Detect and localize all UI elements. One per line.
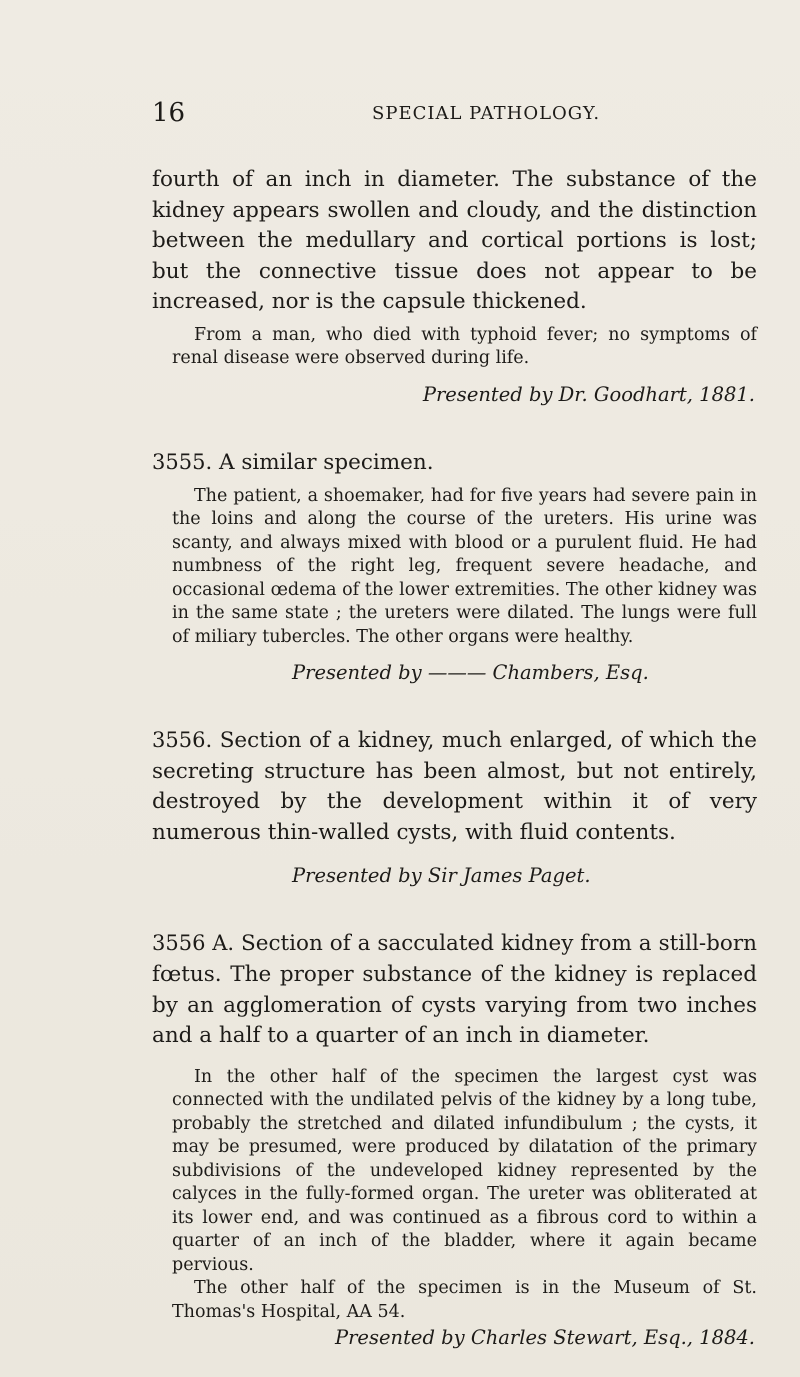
entry-description xyxy=(152,928,757,1051)
page-content xyxy=(152,165,757,1352)
entry-presented-by: Presented by Charles Stewart, Esq., 1884. xyxy=(334,1326,755,1350)
entry-presented-by: Presented by ——— Chambers, Esq. xyxy=(292,661,649,685)
entry-clinical-note: In the other half of the specimen the largest cyst was connected with the undilated pelvis of the kidney by a long tube, probably the stretched and dilated infundibulum ; the cysts, it may be presumed, were produced by dilatation of the primary subdivisions of the undeveloped kidney represented by the calyces in the fully-formed organ. The ureter was obliterated at its lower end, and was continued as a fibrous cord to within a quarter of an inch of the bladder, where it again became pervious. xyxy=(172,1066,757,1275)
entry-3555 xyxy=(152,447,757,687)
entry-presented-by: Presented by Dr. Goodhart, 1881. xyxy=(422,382,755,406)
running-head xyxy=(152,99,752,127)
entry-lead-text: Section of a sacculated kidney from a still-born fœtus. The proper substance of the kidney is replaced by an agglomeration of cysts varying from two inches and a half to a quarter of an inch in diameter. xyxy=(152,931,757,1049)
entry-clinical-note: From a man, who died with typhoid fever; no symptoms of renal disease were observed during life. xyxy=(172,324,757,369)
entry-description xyxy=(152,447,757,479)
entry-3556a xyxy=(152,928,757,1352)
entry-3556 xyxy=(152,725,757,890)
running-title: SPECIAL PATHOLOGY. xyxy=(372,103,601,124)
entry-description: fourth of an inch in diameter. The substance of the kidney appears swollen and cloudy, and the distinction between the medullary and cortical portions is lost; but the connective tissue does not appear to be increased, nor is the capsule thickened. xyxy=(152,167,757,315)
entry-clinical-note-2: The other half of the specimen is in the Museum of St. Thomas's Hospital, AA 54. xyxy=(172,1278,757,1322)
entry-description xyxy=(152,725,757,848)
entry-lead-text: A similar specimen. xyxy=(218,449,434,475)
entry-number: 3555. xyxy=(152,449,213,474)
entry-continuation xyxy=(152,165,757,409)
entry-number: 3556. xyxy=(152,728,213,753)
entry-presented-by: Presented by Sir James Paget. xyxy=(292,864,591,888)
page-number: 16 xyxy=(152,98,186,128)
entry-lead-text: Section of a kidney, much enlarged, of which the secreting structure has been almost, but not entirely, destroyed by the development within it of very numerous thin-walled cysts, with fluid contents. xyxy=(152,728,757,845)
entry-clinical-note: The patient, a shoemaker, had for five years had severe pain in the loins and along the course of the ureters. His urine was scanty, and always mixed with blood or a purulent fluid. He had numbness of the right leg, frequent severe headache, and occasional œdema of the lower extremities. The other kidney was in the same state ; the ureters were dilated. The lungs were full of miliary tubercles. The other organs were healthy. xyxy=(172,485,757,647)
entry-number: 3556 A. xyxy=(152,931,235,956)
